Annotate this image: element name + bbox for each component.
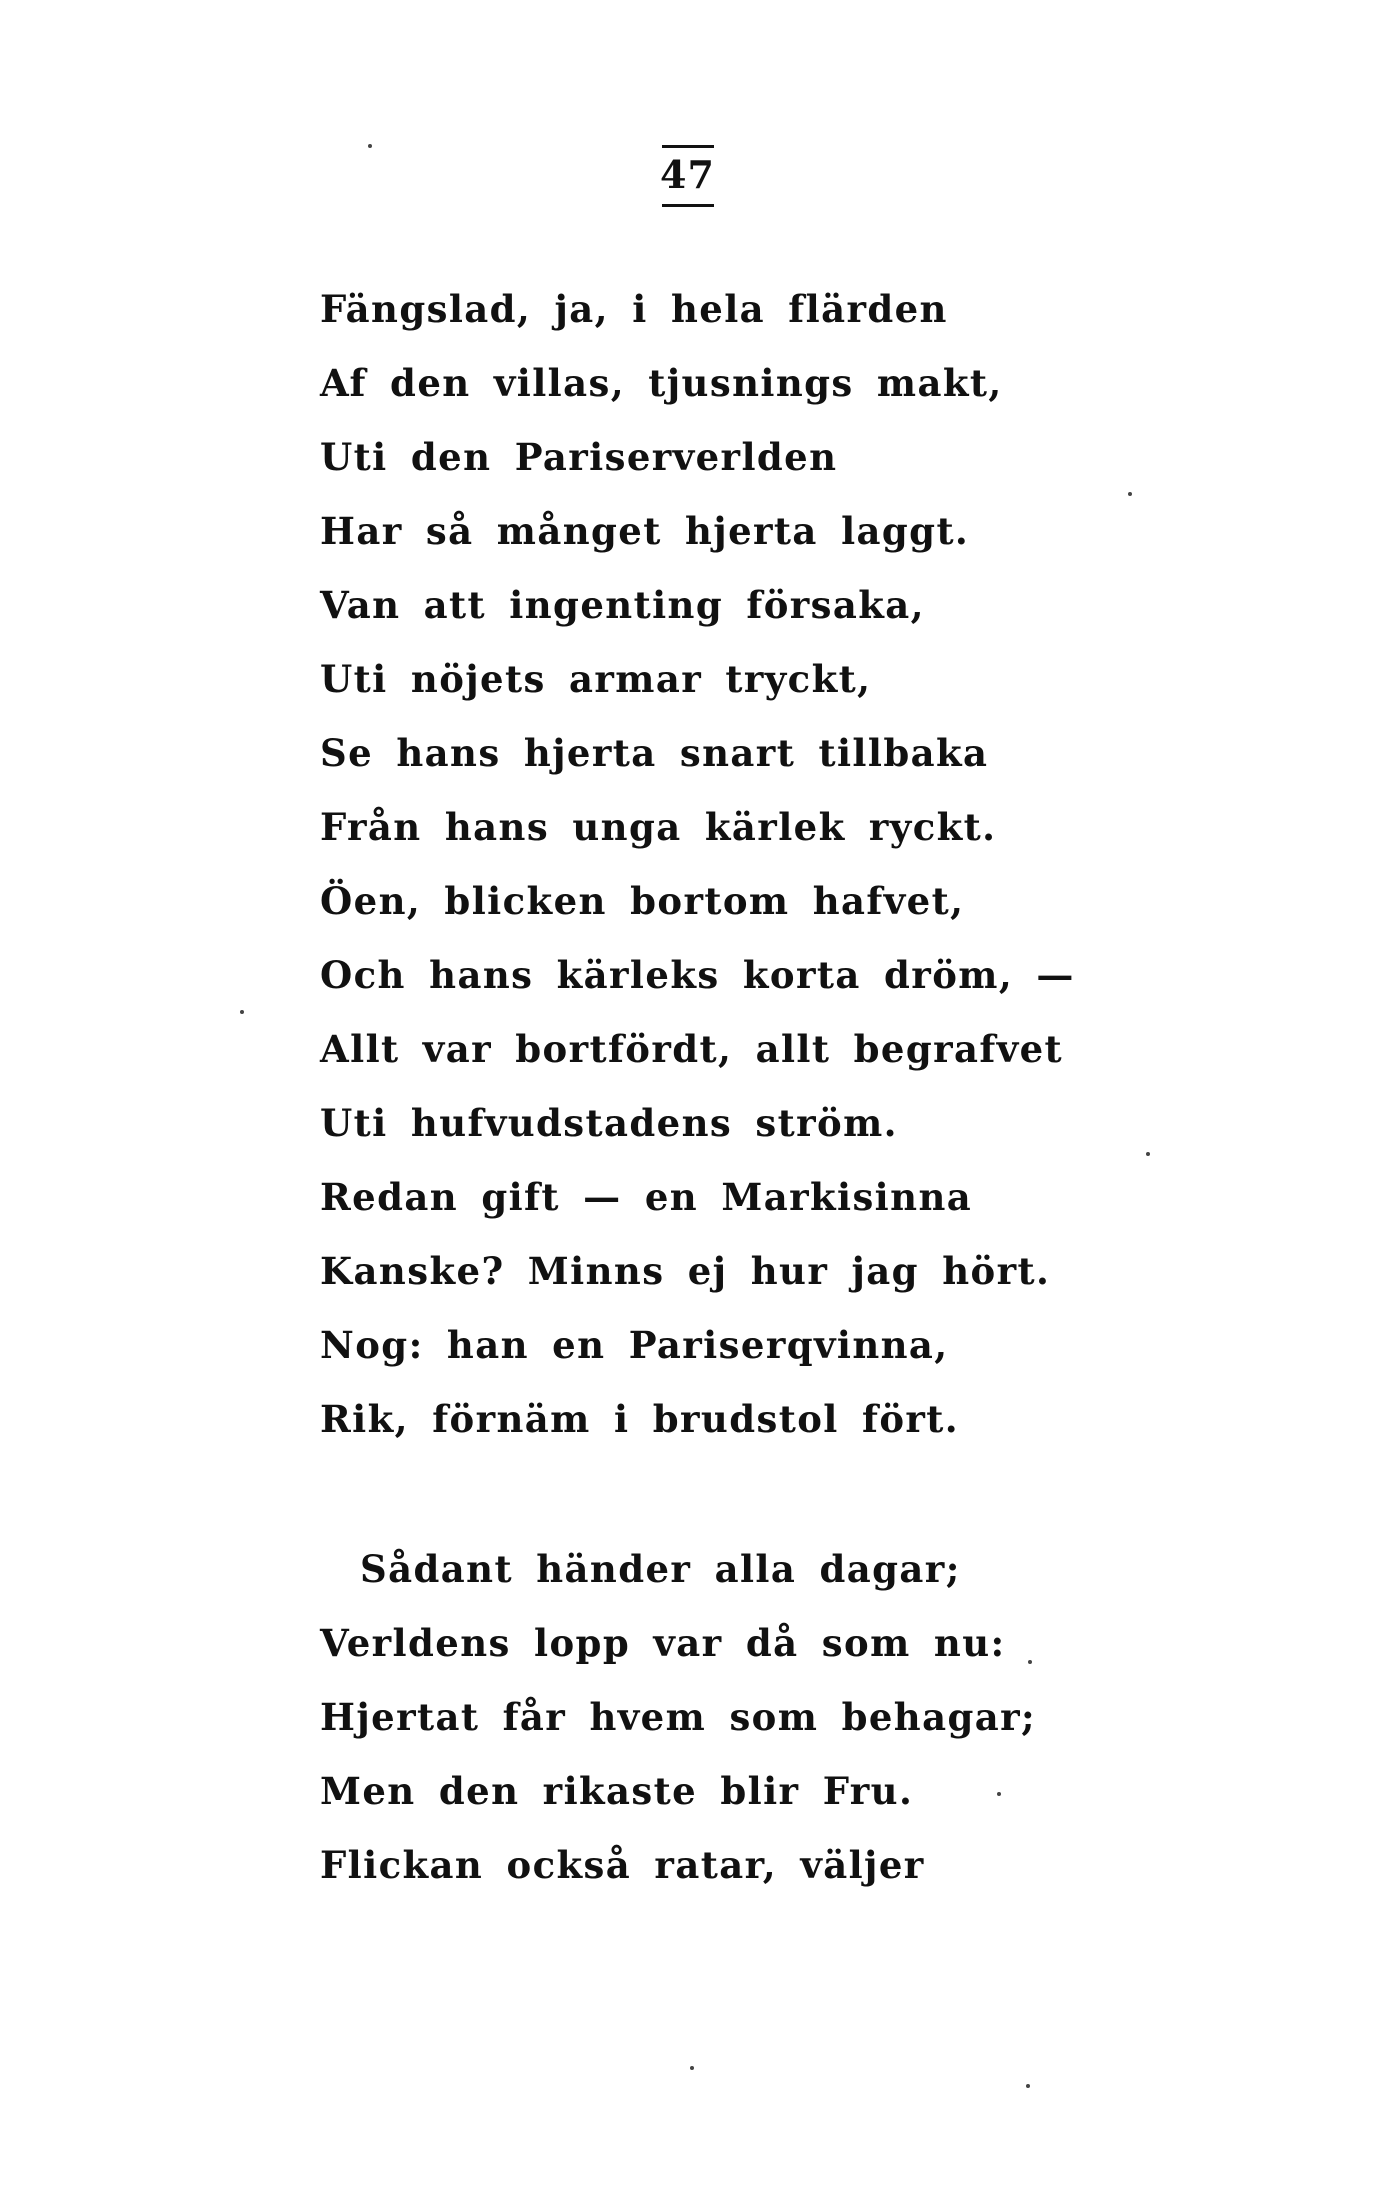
page-header <box>660 145 715 207</box>
verse-line: Uti hufvudstadens ström. <box>320 1101 898 1145</box>
verse-line: Af den villas, tjusnings makt, <box>320 361 1003 405</box>
verse-line: Nog: han en Pariserqvinna, <box>320 1323 949 1367</box>
verse-line: Har så månget hjerta laggt. <box>320 509 970 553</box>
page-number: 47 <box>660 152 715 197</box>
verse-line: Fängslad, ja, i hela flärden <box>320 287 948 331</box>
verse-line: Redan gift — en Markisinna <box>320 1175 973 1219</box>
verse-line: Sådant händer alla dagar; <box>360 1547 961 1591</box>
verse-line: Se hans hjerta snart tillbaka <box>320 731 989 775</box>
scan-speck <box>1028 1660 1032 1664</box>
verse-line: Rik, förnäm i brudstol fört. <box>320 1397 960 1441</box>
scan-speck <box>368 144 372 148</box>
verse-line: Uti den Pariserverlden <box>320 435 838 479</box>
verse-line: Öen, blicken bortom hafvet, <box>320 879 965 923</box>
scan-speck <box>690 2066 694 2070</box>
scan-speck <box>1146 1152 1150 1156</box>
verse-line: Men den rikaste blir Fru. <box>320 1769 914 1813</box>
verse-line: Hjertat får hvem som behagar; <box>320 1695 1037 1739</box>
scan-speck <box>997 1792 1001 1796</box>
verse-line: Van att ingenting försaka, <box>320 583 925 627</box>
header-rule-bottom <box>662 204 714 207</box>
stanza-1 <box>320 272 1080 1456</box>
verse-line: Och hans kärleks korta dröm, — <box>320 953 1075 997</box>
verse-line: Verldens lopp var då som nu: <box>320 1621 1006 1665</box>
verse-line: Uti nöjets armar tryckt, <box>320 657 872 701</box>
verse-line: Allt var bortfördt, allt begrafvet <box>320 1027 1064 1071</box>
verse-line: Kanske? Minns ej hur jag hört. <box>320 1249 1051 1293</box>
verse-line: Flickan också ratar, väljer <box>320 1843 925 1887</box>
scan-speck <box>1128 492 1132 496</box>
verse-line: Från hans unga kärlek ryckt. <box>320 805 997 849</box>
scan-speck <box>1026 2084 1030 2088</box>
scan-speck <box>240 1010 244 1014</box>
stanza-2 <box>320 1532 1080 1902</box>
